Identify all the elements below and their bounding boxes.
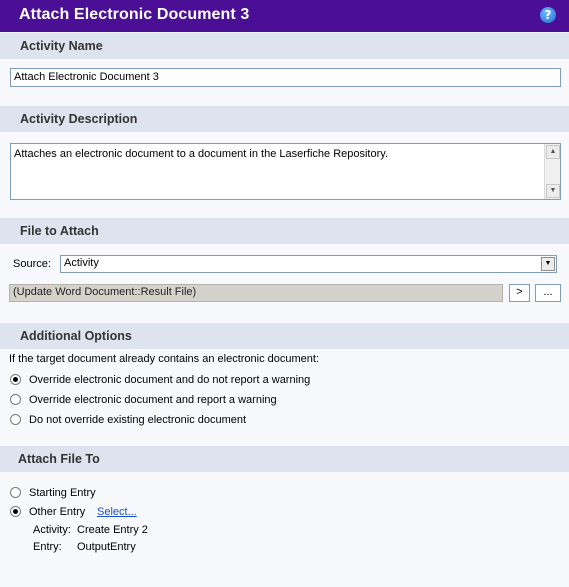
dropdown-arrow-icon[interactable]: ▼	[541, 257, 555, 271]
section-header-additional-options	[0, 323, 569, 349]
section-body-attach-file-to	[0, 472, 569, 587]
activity-label: Activity:	[33, 524, 71, 536]
source-select-value: Activity	[64, 257, 99, 269]
override-with-warning-label[interactable]: Override electronic document and report a warning	[29, 394, 277, 406]
section-header-activity-name	[0, 33, 569, 59]
section-title: Activity Name	[20, 39, 103, 53]
section-title: Activity Description	[20, 112, 138, 126]
section-body-file-to-attach	[0, 244, 569, 323]
section-title: File to Attach	[20, 224, 99, 238]
properties-panel	[0, 32, 569, 587]
do-not-override-label[interactable]: Do not override existing electronic document	[29, 414, 247, 426]
source-select[interactable]	[60, 255, 557, 273]
activity-description-textarea[interactable]	[10, 143, 561, 200]
scroll-down-arrow-icon[interactable]: ▼	[546, 184, 560, 198]
override-no-warning-radio[interactable]	[10, 374, 21, 385]
description-scrollbar[interactable]	[544, 144, 560, 199]
starting-entry-label[interactable]: Starting Entry	[29, 487, 96, 499]
help-icon[interactable]: ?	[540, 7, 556, 23]
title-bar	[0, 0, 569, 32]
other-entry-label[interactable]: Other Entry	[29, 506, 86, 518]
activity-name-input[interactable]: Attach Electronic Document 3	[10, 68, 561, 87]
scroll-up-arrow-icon[interactable]: ▲	[546, 145, 560, 159]
starting-entry-radio[interactable]	[10, 487, 21, 498]
other-entry-radio[interactable]	[10, 506, 21, 517]
override-prompt: If the target document already contains an electronic document:	[9, 353, 320, 365]
section-header-activity-description	[0, 106, 569, 132]
file-path-field: (Update Word Document::Result File)	[9, 284, 503, 302]
section-header-file-to-attach	[0, 218, 569, 244]
window-title: Attach Electronic Document 3	[19, 6, 250, 23]
activity-description-text: Attaches an electronic document to a document in the Laserfiche Repository.	[14, 148, 389, 160]
section-body-activity-description	[0, 132, 569, 218]
browse-button[interactable]: ...	[535, 284, 561, 302]
section-title: Attach File To	[18, 452, 100, 466]
section-title: Additional Options	[20, 329, 132, 343]
source-label: Source:	[13, 258, 51, 270]
activity-value: Create Entry 2	[77, 524, 148, 536]
entry-value: OutputEntry	[77, 541, 136, 553]
insert-token-button[interactable]: >	[509, 284, 530, 302]
section-header-attach-file-to	[0, 446, 569, 472]
entry-label: Entry:	[33, 541, 62, 553]
do-not-override-radio[interactable]	[10, 414, 21, 425]
section-body-activity-name	[0, 59, 569, 106]
section-body-additional-options	[0, 349, 569, 446]
override-with-warning-radio[interactable]	[10, 394, 21, 405]
override-no-warning-label[interactable]: Override electronic document and do not report a warning	[29, 374, 311, 386]
select-entry-link[interactable]: Select...	[97, 506, 137, 518]
